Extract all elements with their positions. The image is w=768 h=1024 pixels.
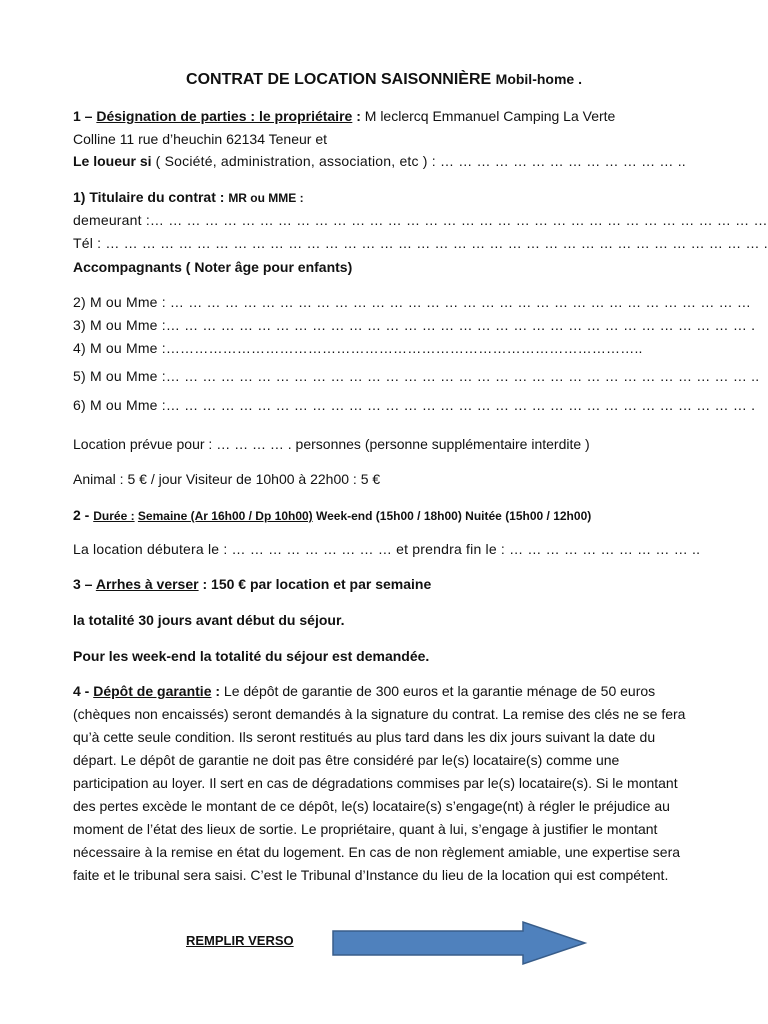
section-2-number: 2 - <box>73 507 94 523</box>
section-1-heading: Désignation de parties : le propriétaire <box>96 108 353 124</box>
companion-3-field: 3) M ou Mme :… … … … … … … … … … … … … … … … … … … … … … … … … … … … … … … … . <box>73 317 756 333</box>
companion-5-field: 5) M ou Mme :… … … … … … … … … … … … … … … … … … … … … … … … … … … … … … … … .. <box>73 368 760 384</box>
companion-2-field: 2) M ou Mme : … … … … … … … … … … … … … … … … … … … … … … … … … … … … … … … … <box>73 294 752 310</box>
section-3-line <box>73 575 431 593</box>
section-4-colon: : <box>211 683 221 699</box>
owner-details: M leclercq Emmanuel Camping La Verte <box>360 108 616 124</box>
accompagnants-label: Accompagnants ( Noter âge pour enfants) <box>73 259 353 275</box>
loueur-label: Le loueur si <box>73 153 152 169</box>
title-main: CONTRAT DE LOCATION SAISONNIÈRE <box>186 71 492 88</box>
dates-line: La location débutera le : … … … … … … … … … et prendra fin le : … … … … … … … … … … .. <box>73 541 701 557</box>
section-4-paragraph <box>73 680 698 887</box>
document-title <box>0 70 768 89</box>
tel-field: Tél : … … … … … … … … … … … … … … … … … … … … … … … … … … … … … … … … … … … … . <box>73 235 768 251</box>
duree-label: Durée : <box>93 509 135 523</box>
titulaire-line <box>73 188 304 207</box>
section-1-colon: : <box>352 108 361 124</box>
loueur-field: ( Société, administration, association, etc ) : … … … … … … … … … … … … … .. <box>151 153 686 169</box>
section-4-text: Le dépôt de garantie de 300 euros et la garantie ménage de 50 euros (chèques non encaissés) seront demandés à la signature du contrat. La remise des clés ne se fera qu’à cette seule condition. Ils seront restitués au plus tard dans les dix jours suivant la date du départ. Le dépôt de garantie ne doit pas être considéré par le(s) locataire(s) comme une participation au loyer. Il sert en cas de dégradations commises par le(s) locataire(s). Si le montant des pertes excède le montant de ce dépôt, le(s) locataire(s) s’engage(nt) à régler le préjudice au moment de l’état des lieux de sortie. Le propriétaire, quant à lui, s’engage à justifier le montant nécessaire à la remise en état du logement. En cas de non règlement amiable, une expertise sera faite et le tribunal sera saisi. C’est le Tribunal d’Instance du lieu de la location qui est compétent. <box>73 683 686 883</box>
loueur-line <box>73 152 686 170</box>
demeurant-field: demeurant :… … … … … … … … … … … … … … … … … … … … … … … … … … … … … … … … … … <box>73 212 768 228</box>
weekend-totalite-line: Pour les week-end la totalité du séjour est demandée. <box>73 648 430 664</box>
companion-4-field: 4) M ou Mme :……………………………………………………………………………………….. <box>73 340 643 356</box>
companion-6-field: 6) M ou Mme :… … … … … … … … … … … … … … … … … … … … … … … … … … … … … … … … . <box>73 397 756 413</box>
titulaire-label: 1) Titulaire du contrat : <box>73 189 229 205</box>
section-1-line-2: Colline 11 rue d’heuchin 62134 Teneur et <box>73 131 328 147</box>
section-1-line-1 <box>73 107 615 125</box>
animal-visiteur-line: Animal : 5 € / jour Visiteur de 10h00 à 22h00 : 5 € <box>73 471 381 487</box>
totalite-line: la totalité 30 jours avant début du séjour. <box>73 612 345 628</box>
title-suffix: Mobil-home . <box>495 71 582 87</box>
semaine-hours: Semaine (Ar 16h00 / Dp 10h00) <box>137 509 313 523</box>
section-4-number: 4 - <box>73 683 94 699</box>
section-4-heading: Dépôt de garantie <box>93 683 212 699</box>
weekend-nuitee-hours: Week-end (15h00 / 18h00) Nuitée (15h00 / 12h00) <box>312 509 592 523</box>
location-prevue-line: Location prévue pour : … … … … . personnes (personne supplémentaire interdite ) <box>73 436 590 452</box>
section-3-heading: Arrhes à verser <box>95 576 199 592</box>
section-1-number: 1 – <box>73 108 97 124</box>
right-arrow-icon <box>331 920 589 966</box>
arrhes-amount: : 150 € par location et par semaine <box>198 576 432 592</box>
titulaire-mr-mme: MR ou MME : <box>228 191 304 205</box>
section-2-line <box>73 506 591 525</box>
remplir-verso-label: REMPLIR VERSO <box>186 933 294 948</box>
section-3-number: 3 – <box>73 576 96 592</box>
